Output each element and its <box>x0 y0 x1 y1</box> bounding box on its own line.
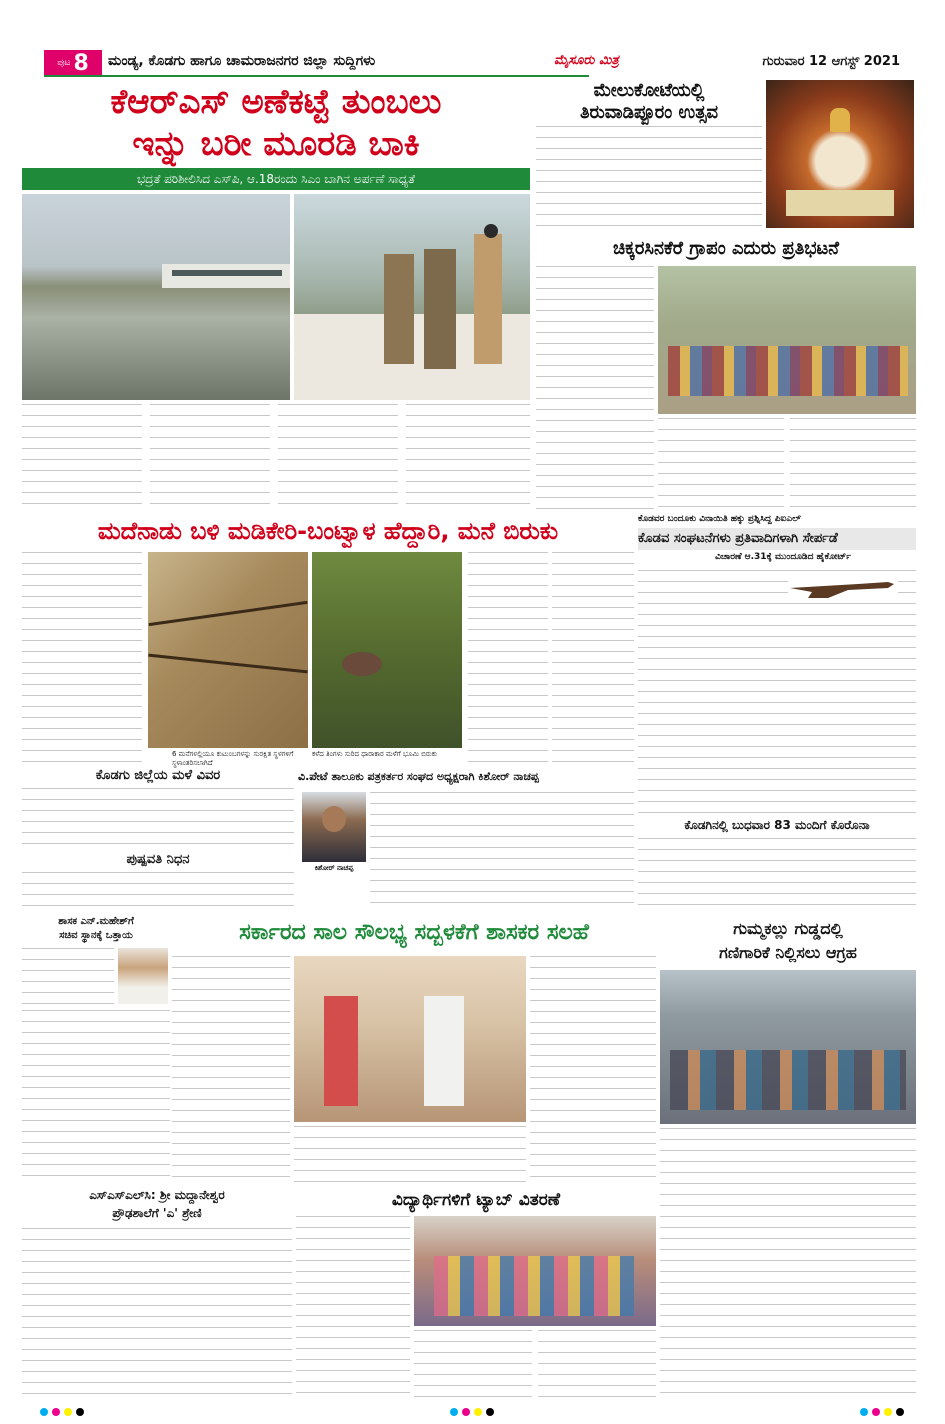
issue-date: ಗುರುವಾರ 12 ಆಗಸ್ಟ್ 2021 <box>762 54 900 69</box>
gummakal-headline-line2: ಗಣಿಗಾರಿಕೆ ನಿಲ್ಲಿಸಲು ಆಗ್ರಹ <box>719 943 857 962</box>
corona-story <box>638 818 916 916</box>
loan-headline: ಸರ್ಕಾರದ ಸಾಲ ಸೌಲಭ್ಯ ಸದ್ಬಳಕೆಗೆ ಶಾಸಕರ ಸಲಹೆ <box>239 920 589 945</box>
page-number: 8 <box>73 50 89 76</box>
rifle-icon <box>788 574 898 602</box>
police-inspection-photo <box>294 194 530 400</box>
protest-crowd-photo <box>658 266 916 414</box>
vpete-headline: ವಿ.ಪೇಟೆ ತಾಲೂಕು ಪತ್ರಕರ್ತರ ಸಂಘದ ಅಧ್ಯಕ್ಷರಾಗಿ ಕಿಶೋರ್ ನಾಚಪ್ಪ <box>298 770 539 783</box>
kodava-headline: ಕೊಡವ ಸಂಘಟನೆಗಳು ಪ್ರತಿವಾದಿಗಳಾಗಿ ಸೇರ್ಪಡೆ <box>638 528 916 550</box>
swamiji-portrait <box>118 948 168 1004</box>
meeting-hall-photo <box>660 970 916 1124</box>
loan-event-photo <box>294 956 526 1122</box>
temple-deity-photo <box>766 80 914 228</box>
chikkarasinakere-headline: ಚಿಕ್ಕರಸಿನಕೆರೆ ಗ್ರಾಪಂ ಎದುರು ಪ್ರತಿಭಟನೆ <box>612 238 840 259</box>
sslc-story <box>22 1188 292 1402</box>
melukote-headline-line1: ಮೇಲುಕೋಟೆಯಲ್ಲಿ <box>593 80 705 101</box>
print-color-marks <box>0 1406 945 1418</box>
madenadu-story <box>22 514 634 766</box>
gummakal-story <box>660 916 916 1402</box>
sslc-headline-line2: ಪ್ರೌಢಶಾಲೆಗೆ 'ಎ' ಶ್ರೇಣಿ <box>112 1206 202 1220</box>
cracked-house-photo <box>148 552 308 748</box>
kodava-subhead: ವಿಚಾರಣೆ ಆ.31ಕ್ಕೆ ಮುಂದೂಡಿದ ಹೈಕೋರ್ಟ್ <box>715 552 851 562</box>
cracked-land-photo <box>312 552 462 748</box>
sslc-headline-line1: ಎಸ್‌ಎಸ್‌ಎಲ್‌ಸಿ: ಶ್ರೀ ಮದ್ದಾನೇಶ್ವರ <box>89 1188 225 1202</box>
section-title: ಮಂಡ್ಯ, ಕೊಡಗು ಹಾಗೂ ಚಾಮರಾಜನಗರ ಜಿಲ್ಲಾ ಸುದ್ದಿಗಳು <box>108 53 376 69</box>
loan-story <box>172 916 656 1184</box>
madenadu-headline: ಮದೆನಾಡು ಬಳಿ ಮಡಿಕೇರಿ-ಬಂಟ್ವಾಳ ಹೆದ್ದಾರಿ, ಮನೆ ಬಿರುಕು <box>97 517 559 545</box>
tab-headline: ವಿದ್ಯಾರ್ಥಿಗಳಿಗೆ ಟ್ಯಾಬ್ ವಿತರಣೆ <box>391 1190 561 1210</box>
madenadu-caption2: ಕಳೆದ ತಿಂಗಳು ಸುರಿದ ಧಾರಾಕಾರ ಮಳೆಗೆ ಭೂಮಿ ಬಿರುಕು <box>312 750 438 758</box>
lead-subhead: ಭದ್ರತೆ ಪರಿಶೀಲಿಸಿದ ಎಸ್‌ಪಿ, ಆ.18ರಂದು ಸಿಎಂ ಬಾಗಿನ ಅರ್ಪಣೆ ಸಾಧ್ಯತೆ <box>22 168 530 190</box>
obit-headline: ಪುಷ್ಪವತಿ ನಿಧನ <box>126 852 190 867</box>
page-number-badge <box>44 50 102 76</box>
page-label: ಪುಟ <box>57 58 71 68</box>
masthead <box>44 50 900 76</box>
kishor-nachappa-portrait <box>302 792 366 862</box>
madenadu-caption: 6 ಮನೆಗಳಲ್ಲಿಯೂ ಕುಟುಂಬಗಳನ್ನು ಸುರಕ್ಷಿತ ಸ್ಥಳಗಳಿಗೆ ಸ್ಥಳಾಂತರಿಸಲಾಗಿದೆ <box>172 750 294 767</box>
vpete-caption: ಕಿಶೋರ್ ನಾಚಪ್ಪ <box>314 864 354 872</box>
lead-body-text <box>22 404 530 508</box>
paper-name: ಮೈಸೂರು ಮಿತ್ರ <box>554 53 619 68</box>
melukote-story <box>536 78 916 230</box>
rain-headline: ಕೊಡಗು ಜಿಲ್ಲೆಯ ಮಳೆ ವಿವರ <box>95 768 221 783</box>
obit-story <box>22 852 294 912</box>
dam-reservoir-photo <box>22 194 290 400</box>
kodava-kicker: ಕೊಡವರ ಬಂದೂಕು ವಿನಾಯಿತಿ ಹಕ್ಕು ಪ್ರಶ್ನಿಸಿದ್ದ ಪಿಐಎಲ್ <box>638 514 801 524</box>
corona-headline: ಕೊಡಗಿನಲ್ಲಿ ಬುಧವಾರ 83 ಮಂದಿಗೆ ಕೊರೊನಾ <box>684 818 870 832</box>
rain-story <box>22 768 294 848</box>
tab-story <box>296 1188 656 1402</box>
kodava-story <box>638 514 916 816</box>
mahesh-story <box>22 916 170 1184</box>
chikkarasinakere-story <box>536 234 916 512</box>
tab-distribution-photo <box>414 1216 656 1326</box>
mahesh-headline-line1: ಶಾಸಕ ಎನ್.ಮಹೇಶ್‌ಗೆ <box>58 916 134 927</box>
lead-headline-line1: ಕೆಆರ್‌ಎಸ್ ಅಣೆಕಟ್ಟೆ ತುಂಬಲು <box>110 82 442 122</box>
gummakal-headline-line1: ಗುಮ್ಮಕಲ್ಲು ಗುಡ್ಡದಲ್ಲಿ <box>733 919 843 938</box>
mahesh-headline-line2: ಸಚಿವ ಸ್ಥಾನಕ್ಕೆ ಒತ್ತಾಯ <box>59 930 133 941</box>
lead-headline-line2: ಇನ್ನು ಬರೀ ಮೂರಡಿ ಬಾಕಿ <box>132 124 420 164</box>
melukote-headline-line2: ತಿರುವಾಡಿಪ್ಪೂರಂ ಉತ್ಸವ <box>579 102 719 123</box>
vpete-story <box>298 768 634 914</box>
section-title-underline <box>44 75 589 77</box>
lead-story <box>22 78 530 510</box>
